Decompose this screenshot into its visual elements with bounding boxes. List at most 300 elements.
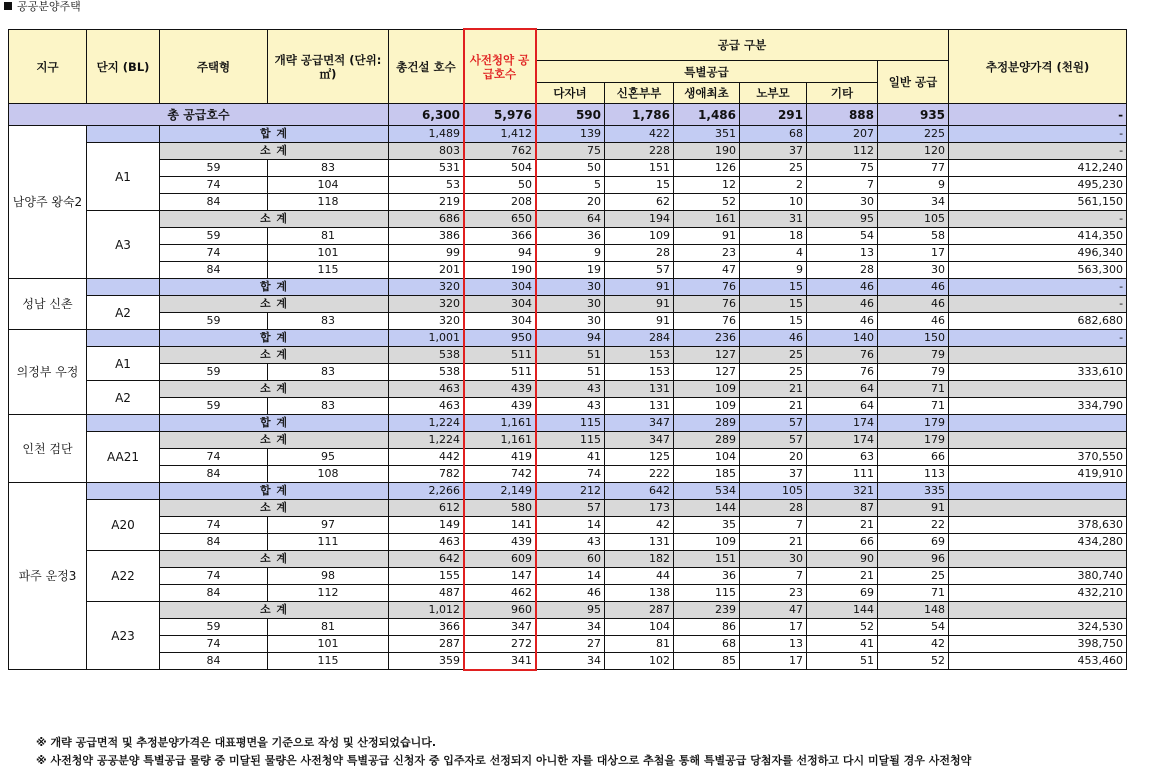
sum-cell: 57 [740,415,807,432]
subtotal-cell: 161 [674,211,740,228]
value-cell: 21 [740,534,807,551]
subtotal-cell: 289 [674,432,740,449]
value-cell: 42 [878,636,949,653]
area-cell: 81 [268,228,389,245]
table-header [9,30,1127,104]
value-cell: 272 [464,636,536,653]
area-cell: 115 [268,262,389,279]
sum-cell [949,415,1127,432]
value-cell: 52 [807,619,878,636]
sum-cell: 140 [807,330,878,347]
value-cell: 85 [674,653,740,670]
value-cell: 9 [878,177,949,194]
value-cell: 14 [536,517,605,534]
value-cell: 138 [605,585,674,602]
block-name: A2 [87,381,160,415]
subtotal-cell [949,347,1127,364]
subtotal-cell: - [949,143,1127,160]
table-row [9,585,1127,602]
header-total: 총건설 호수 [389,30,464,104]
sum-cell: 351 [674,126,740,143]
housing-type-cell: 59 [160,398,268,415]
district-sum-row [9,483,1127,500]
block-name: AA21 [87,432,160,483]
subtotal-label: 소 계 [160,211,389,228]
district-sum-row [9,126,1127,143]
value-cell: 64 [807,398,878,415]
value-cell: 7 [807,177,878,194]
value-cell: 57 [605,262,674,279]
grand-total-cell: 291 [740,104,807,126]
value-cell: 149 [389,517,464,534]
subtotal-cell [949,602,1127,619]
subtotal-cell: 95 [536,602,605,619]
value-cell: 53 [389,177,464,194]
header-general: 일반 공급 [878,61,949,104]
subtotal-cell: 179 [878,432,949,449]
table-row [9,517,1127,534]
block-name: A2 [87,296,160,330]
district-name: 인천 검단 [9,415,87,483]
sum-cell: 46 [807,279,878,296]
value-cell: 5 [536,177,605,194]
subtotal-cell: 47 [740,602,807,619]
value-cell: 113 [878,466,949,483]
header-other: 기타 [807,83,878,104]
value-cell: 115 [674,585,740,602]
value-cell: 19 [536,262,605,279]
subtotal-cell [949,381,1127,398]
subtotal-cell: 76 [807,347,878,364]
value-cell: 17 [878,245,949,262]
value-cell: 287 [389,636,464,653]
housing-type-cell: 84 [160,262,268,279]
sum-cell: 2,266 [389,483,464,500]
subtotal-cell: 64 [807,381,878,398]
sum-cell: 347 [605,415,674,432]
subtotal-cell: 30 [740,551,807,568]
value-cell: 74 [536,466,605,483]
subtotal-label: 소 계 [160,602,389,619]
subtotal-cell: 87 [807,500,878,517]
housing-type-cell: 84 [160,534,268,551]
sum-cell: 236 [674,330,740,347]
value-cell: 15 [740,313,807,330]
sum-cell: 46 [740,330,807,347]
subtotal-cell: 1,012 [389,602,464,619]
subtotal-cell: 151 [674,551,740,568]
subtotal-cell [949,500,1127,517]
value-cell: 13 [807,245,878,262]
housing-type-cell: 84 [160,466,268,483]
sum-cell: 76 [674,279,740,296]
value-cell: 75 [807,160,878,177]
subtotal-cell: 46 [807,296,878,313]
table-row [9,228,1127,245]
value-cell: 18 [740,228,807,245]
header-pre-subscription: 사전청약 공급호수 [464,30,536,104]
value-cell: 487 [389,585,464,602]
block-subtotal-row [9,296,1127,313]
value-cell: 439 [464,398,536,415]
value-cell: 531 [389,160,464,177]
value-cell: 419,910 [949,466,1127,483]
value-cell: 34 [878,194,949,211]
subtotal-cell: 25 [740,347,807,364]
value-cell: 15 [605,177,674,194]
district-sum-row [9,330,1127,347]
value-cell: 141 [464,517,536,534]
subtotal-cell: 30 [536,296,605,313]
sum-cell: 304 [464,279,536,296]
value-cell: 28 [807,262,878,279]
value-cell: 69 [878,534,949,551]
sum-blank-cell [87,415,160,432]
grand-total-row [9,104,1127,126]
value-cell: 50 [464,177,536,194]
block-name: A23 [87,602,160,670]
sum-cell: 335 [878,483,949,500]
sum-label: 합 계 [160,126,389,143]
subtotal-cell: 90 [807,551,878,568]
value-cell: 153 [605,364,674,381]
subtotal-cell: 57 [740,432,807,449]
value-cell: 76 [807,364,878,381]
grand-total-cell: 1,486 [674,104,740,126]
value-cell: 10 [740,194,807,211]
value-cell: 370,550 [949,449,1127,466]
sum-cell: 115 [536,415,605,432]
value-cell: 50 [536,160,605,177]
table-row [9,245,1127,262]
subtotal-cell: 91 [878,500,949,517]
subtotal-cell: 148 [878,602,949,619]
subtotal-cell: 127 [674,347,740,364]
header-block: 단지 (BL) [87,30,160,104]
housing-type-cell: 59 [160,228,268,245]
value-cell: 511 [464,364,536,381]
sum-cell [949,483,1127,500]
value-cell: 151 [605,160,674,177]
subtotal-cell: 511 [464,347,536,364]
supply-table [8,29,1127,670]
value-cell: 21 [807,568,878,585]
value-cell: 23 [740,585,807,602]
table-row [9,364,1127,381]
value-cell: 42 [605,517,674,534]
header-type: 주택형 [160,30,268,104]
value-cell: 334,790 [949,398,1127,415]
subtotal-cell: 21 [740,381,807,398]
header-district: 지구 [9,30,87,104]
footnote-1: ※ 개략 공급면적 및 추정분양가격은 대표평면을 기준으로 작성 및 산정되었습니다. [36,736,436,749]
sum-cell: 212 [536,483,605,500]
supply-table-container [8,29,1126,670]
value-cell: 51 [536,364,605,381]
value-cell: 9 [536,245,605,262]
block-subtotal-row [9,500,1127,517]
value-cell: 9 [740,262,807,279]
sum-cell: 179 [878,415,949,432]
value-cell: 495,230 [949,177,1127,194]
area-cell: 108 [268,466,389,483]
housing-type-cell: 59 [160,364,268,381]
block-subtotal-row [9,602,1127,619]
value-cell: 69 [807,585,878,602]
value-cell: 7 [740,568,807,585]
subtotal-label: 소 계 [160,381,389,398]
sum-blank-cell [87,126,160,143]
value-cell: 20 [536,194,605,211]
value-cell: 333,610 [949,364,1127,381]
subtotal-cell [949,432,1127,449]
value-cell: 43 [536,398,605,415]
subtotal-cell: 51 [536,347,605,364]
value-cell: 41 [807,636,878,653]
value-cell: 109 [674,534,740,551]
value-cell: 414,350 [949,228,1127,245]
block-name: A3 [87,211,160,279]
value-cell: 51 [807,653,878,670]
area-cell: 83 [268,313,389,330]
subtotal-cell: 287 [605,602,674,619]
value-cell: 563,300 [949,262,1127,279]
value-cell: 125 [605,449,674,466]
value-cell: 496,340 [949,245,1127,262]
value-cell: 25 [740,160,807,177]
housing-type-cell: 74 [160,517,268,534]
value-cell: 380,740 [949,568,1127,585]
sum-blank-cell [87,279,160,296]
subtotal-cell: 1,224 [389,432,464,449]
sum-cell: 207 [807,126,878,143]
block-subtotal-row [9,432,1127,449]
value-cell: 2 [740,177,807,194]
value-cell: 155 [389,568,464,585]
table-row [9,653,1127,670]
value-cell: 44 [605,568,674,585]
value-cell: 386 [389,228,464,245]
area-cell: 101 [268,245,389,262]
value-cell: 462 [464,585,536,602]
subtotal-cell: 79 [878,347,949,364]
value-cell: 453,460 [949,653,1127,670]
subtotal-cell: 31 [740,211,807,228]
subtotal-cell: 347 [605,432,674,449]
square-bullet-icon [4,2,12,10]
value-cell: 34 [536,653,605,670]
value-cell: 54 [878,619,949,636]
area-cell: 104 [268,177,389,194]
area-cell: 83 [268,160,389,177]
housing-type-cell: 74 [160,636,268,653]
subtotal-cell: 642 [389,551,464,568]
value-cell: 63 [807,449,878,466]
subtotal-cell: - [949,296,1127,313]
grand-total-cell: 1,786 [605,104,674,126]
table-row [9,568,1127,585]
sum-cell: - [949,126,1127,143]
value-cell: 13 [740,636,807,653]
housing-type-cell: 74 [160,568,268,585]
grand-total-cell: 590 [536,104,605,126]
grand-total-cell: 6,300 [389,104,464,126]
value-cell: 77 [878,160,949,177]
sum-cell: 534 [674,483,740,500]
value-cell: 127 [674,364,740,381]
value-cell: 538 [389,364,464,381]
subtotal-cell: 463 [389,381,464,398]
sum-cell: 174 [807,415,878,432]
value-cell: 131 [605,398,674,415]
subtotal-label: 소 계 [160,143,389,160]
subtotal-cell: 190 [674,143,740,160]
value-cell: 52 [878,653,949,670]
subtotal-cell: 803 [389,143,464,160]
sum-cell: 91 [605,279,674,296]
subtotal-cell: 144 [807,602,878,619]
subtotal-cell: 174 [807,432,878,449]
value-cell: 378,630 [949,517,1127,534]
grand-total-cell: 935 [878,104,949,126]
value-cell: 366 [464,228,536,245]
value-cell: 398,750 [949,636,1127,653]
subtotal-cell: 686 [389,211,464,228]
area-cell: 115 [268,653,389,670]
value-cell: 30 [807,194,878,211]
value-cell: 419 [464,449,536,466]
value-cell: 463 [389,398,464,415]
value-cell: 219 [389,194,464,211]
subtotal-cell: 228 [605,143,674,160]
sum-cell: 1,161 [464,415,536,432]
value-cell: 7 [740,517,807,534]
sum-cell: 642 [605,483,674,500]
area-cell: 118 [268,194,389,211]
value-cell: 25 [740,364,807,381]
value-cell: 17 [740,653,807,670]
table-body [9,104,1127,670]
sum-cell: - [949,279,1127,296]
value-cell: 34 [536,619,605,636]
value-cell: 52 [674,194,740,211]
value-cell: 21 [740,398,807,415]
value-cell: 86 [674,619,740,636]
sum-cell: 46 [878,279,949,296]
area-cell: 112 [268,585,389,602]
housing-type-cell: 74 [160,177,268,194]
sum-cell: 1,489 [389,126,464,143]
value-cell: 109 [674,398,740,415]
subtotal-cell: 115 [536,432,605,449]
value-cell: 442 [389,449,464,466]
subtotal-cell: 173 [605,500,674,517]
subtotal-cell: 76 [674,296,740,313]
value-cell: 682,680 [949,313,1127,330]
table-row [9,619,1127,636]
value-cell: 54 [807,228,878,245]
value-cell: 304 [464,313,536,330]
sum-label: 합 계 [160,483,389,500]
sum-cell: 422 [605,126,674,143]
value-cell: 102 [605,653,674,670]
value-cell: 36 [536,228,605,245]
sum-cell: 139 [536,126,605,143]
area-cell: 83 [268,398,389,415]
header-special: 특별공급 [536,61,878,83]
value-cell: 434,280 [949,534,1127,551]
subtotal-label: 소 계 [160,500,389,517]
housing-type-cell: 74 [160,449,268,466]
sum-cell: 1,001 [389,330,464,347]
table-row [9,398,1127,415]
sum-label: 합 계 [160,415,389,432]
subtotal-cell: 95 [807,211,878,228]
subtotal-cell: 96 [878,551,949,568]
district-sum-row [9,415,1127,432]
sum-cell: 950 [464,330,536,347]
subtotal-cell: 304 [464,296,536,313]
subtotal-cell: 1,161 [464,432,536,449]
section-title-text: 공공분양주택 [17,0,81,13]
header-multi-child: 다자녀 [536,83,605,104]
table-row [9,194,1127,211]
value-cell: 46 [807,313,878,330]
value-cell: 324,530 [949,619,1127,636]
value-cell: 104 [605,619,674,636]
grand-total-cell: 5,976 [464,104,536,126]
subtotal-cell: 91 [605,296,674,313]
value-cell: 47 [674,262,740,279]
value-cell: 91 [605,313,674,330]
value-cell: 366 [389,619,464,636]
header-first-time: 생애최초 [674,83,740,104]
value-cell: 742 [464,466,536,483]
value-cell: 104 [674,449,740,466]
value-cell: 561,150 [949,194,1127,211]
table-row [9,160,1127,177]
table-row [9,262,1127,279]
subtotal-cell: 153 [605,347,674,364]
sum-cell: 15 [740,279,807,296]
subtotal-cell: 960 [464,602,536,619]
value-cell: 126 [674,160,740,177]
value-cell: 43 [536,534,605,551]
value-cell: 208 [464,194,536,211]
value-cell: 58 [878,228,949,245]
sum-label: 합 계 [160,330,389,347]
area-cell: 111 [268,534,389,551]
sum-cell: - [949,330,1127,347]
sum-cell: 105 [740,483,807,500]
value-cell: 17 [740,619,807,636]
block-subtotal-row [9,381,1127,398]
district-name: 남양주 왕숙2 [9,126,87,279]
value-cell: 35 [674,517,740,534]
area-cell: 98 [268,568,389,585]
district-name: 성남 신촌 [9,279,87,330]
subtotal-cell: - [949,211,1127,228]
value-cell: 147 [464,568,536,585]
sum-cell: 30 [536,279,605,296]
subtotal-cell: 612 [389,500,464,517]
sum-cell: 2,149 [464,483,536,500]
subtotal-cell: 762 [464,143,536,160]
subtotal-cell: 580 [464,500,536,517]
subtotal-cell: 538 [389,347,464,364]
subtotal-cell: 239 [674,602,740,619]
grand-total-cell: 888 [807,104,878,126]
